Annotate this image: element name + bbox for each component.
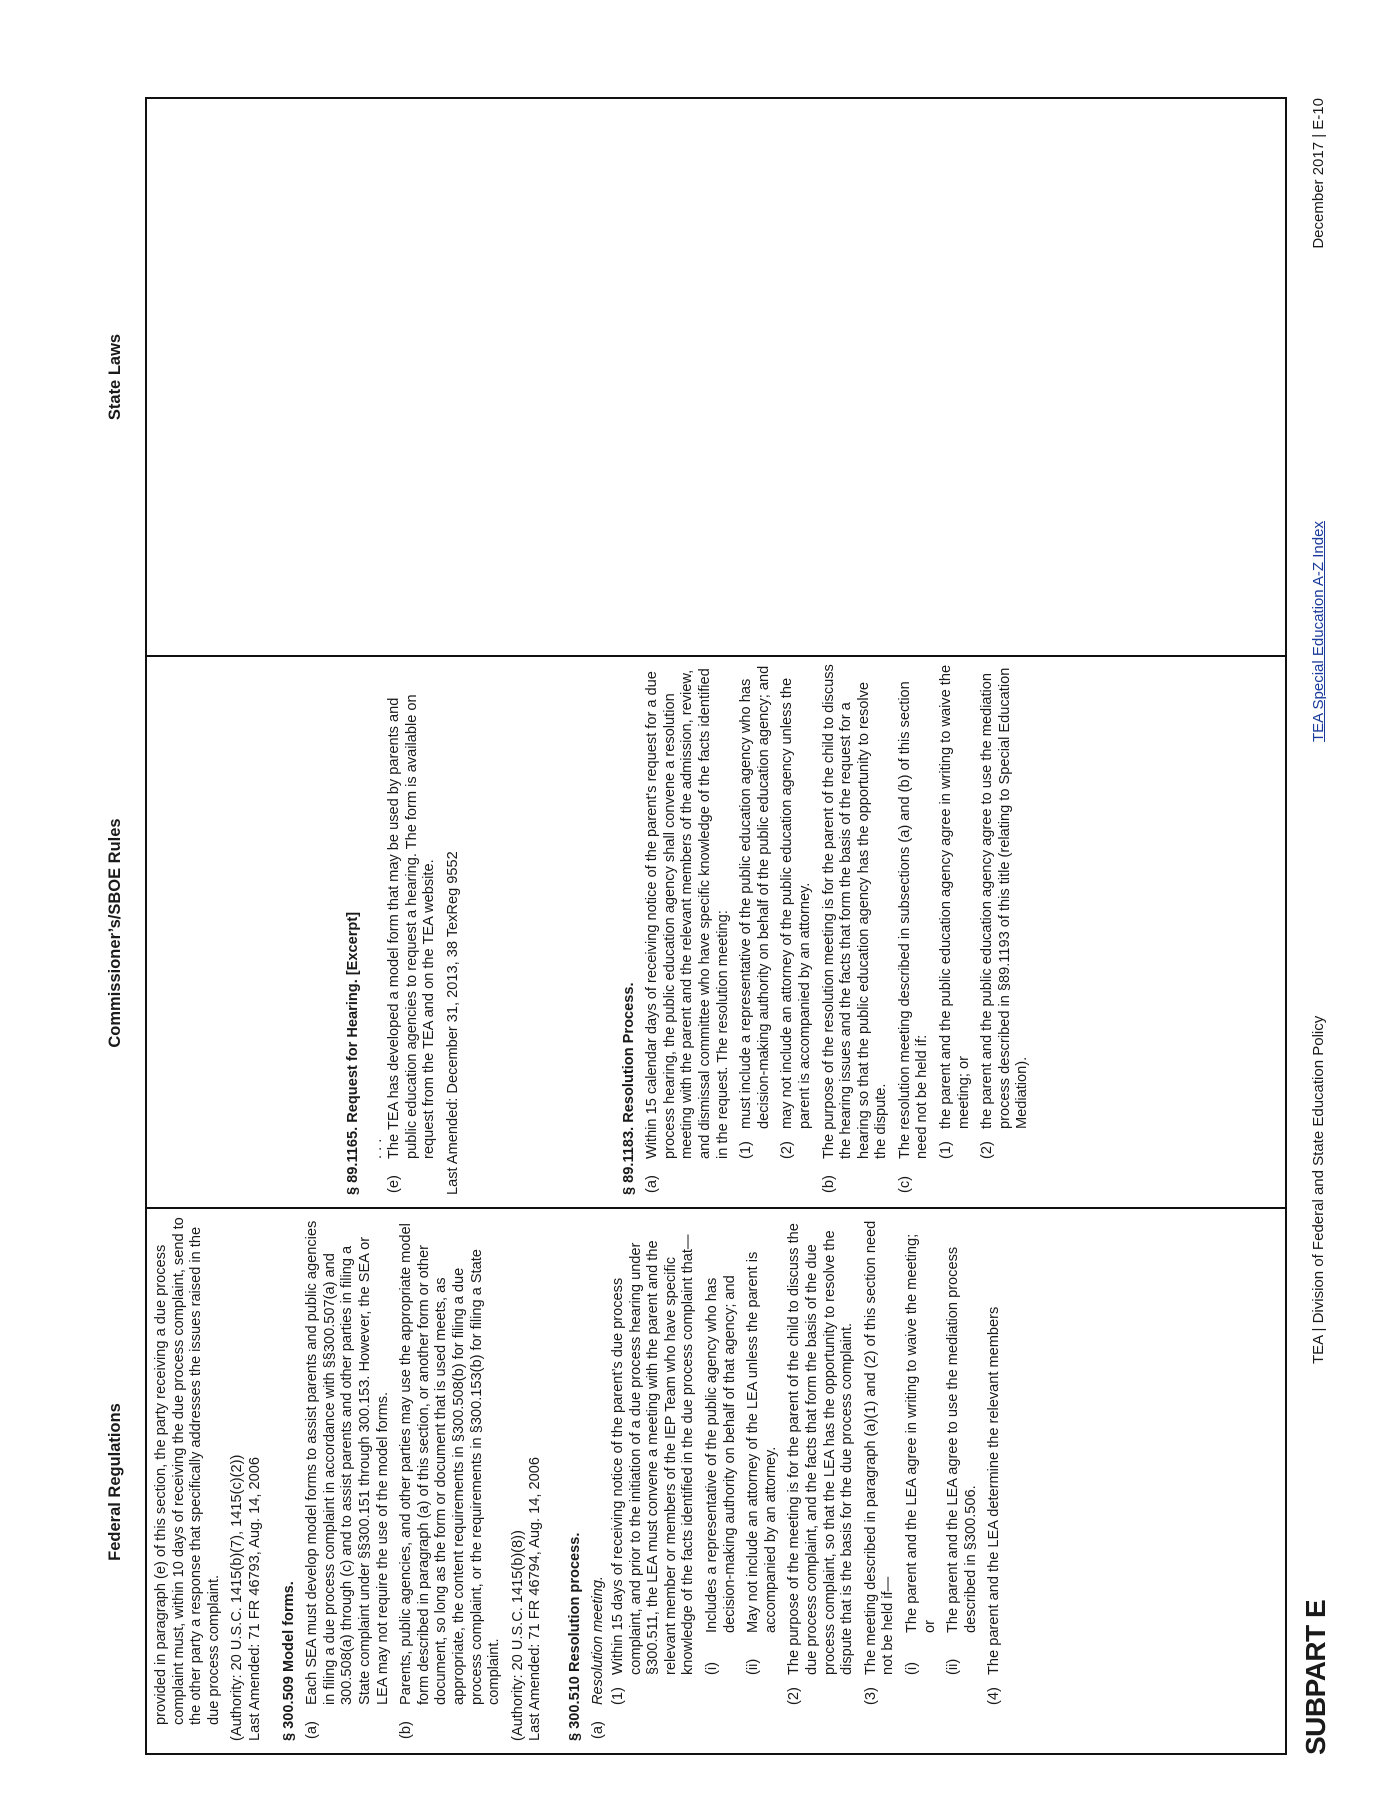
paragraph-c xyxy=(897,661,932,1195)
paragraph-text: The TEA has developed a model form that may be used by parents and public education agencies to request a hearing. The form is available on request from the TEA and on the TEA website. xyxy=(386,694,438,1159)
paragraph-a-1 xyxy=(738,661,773,1195)
paragraph-label: (a) xyxy=(590,1721,607,1739)
paragraph-label: (ii) xyxy=(745,1658,762,1675)
paragraph-a-1-i xyxy=(704,1217,739,1741)
paragraph-label: (i) xyxy=(903,1662,920,1675)
paragraph-heading: Resolution meeting. xyxy=(590,1576,607,1705)
paragraph-b xyxy=(821,661,891,1195)
paragraph-label: (2) xyxy=(979,1141,996,1159)
authority-citation: (Authority: 20 U.S.C. 1415(b)(8)) xyxy=(509,1530,526,1741)
paragraph-label: (b) xyxy=(820,1175,837,1193)
section-300-510-title: § 300.510 Resolution process. xyxy=(566,1532,583,1741)
state-laws-column xyxy=(147,97,1285,655)
paragraph-b xyxy=(398,1217,504,1741)
paragraph-a-2 xyxy=(786,1217,856,1741)
paragraph-a-3-i xyxy=(904,1217,939,1741)
paragraph-text: Within 15 calendar days of receiving notice of the parent's request for a due process hearing, the public education agency shall convene a resolution meeting with the parent and the relevant members of the admission, review, and dismissal committee who have specific knowledge of the facts identified in the request. The resolution meeting: xyxy=(644,668,731,1159)
paragraph-text: the parent and the public education agency agree to use the mediation process described in §89.1193 of this title (relating to Special Education Mediation). xyxy=(979,667,1031,1129)
paragraph-label: (i) xyxy=(704,1662,721,1675)
section-300-509-title: § 300.509 Model forms. xyxy=(280,1581,297,1741)
paragraph-text: the parent and the public education agency agree in writing to waive the meeting; or xyxy=(938,664,972,1129)
paragraph-text: The parent and the LEA determine the relevant members xyxy=(986,1306,1003,1675)
last-amended: Last Amended: December 31, 2013, 38 TexReg 9552 xyxy=(444,851,461,1195)
paragraph-label: (c) xyxy=(896,1175,913,1193)
paragraph-text: May not include an attorney of the LEA unless the parent is accompanied by an attorney. xyxy=(745,1251,779,1633)
paragraph-a-4 xyxy=(986,1217,1004,1741)
paragraph-text: Each SEA must develop model forms to assist parents and public agencies in filing a due process complaint in accordance with §§300.507(a) and 300.508(a) through (c) and to assist parents and other parties in filing a State complaint under §§300.151 through 300.153. However, the SEA or LEA may not require the use of the model forms. xyxy=(304,1220,391,1705)
paragraph-label: (ii) xyxy=(945,1658,962,1675)
paragraph-a-3-ii xyxy=(945,1217,980,1741)
header-commissioner-rules: Commissioner’s/SBOE Rules xyxy=(106,818,124,1048)
paragraph-text: Includes a representative of the public agency who has decision-making authority on behalf of that agency; and xyxy=(704,1275,738,1633)
paragraph-text: Within 15 days of receiving notice of the parent’s due process complaint, and prior to the initiation of a due process hearing under §300.511, the LEA must convene a meeting with the parent and the relevant member or members of the IEP Team who have specific knowledge of the facts identified in the due process complaint that— xyxy=(610,1234,697,1675)
paragraph-label: (1) xyxy=(738,1141,755,1159)
last-amended: Last Amended: 71 FR 46793, Aug. 14, 2006 xyxy=(246,1457,263,1741)
paragraph-text: The purpose of the meeting is for the parent of the child to discuss the due process complaint, and the facts that form the basis of the due process complaint, so that the LEA has the opportunity to resolve the dispute that is the basis for the due process complaint. xyxy=(786,1223,856,1675)
paragraph-label: (2) xyxy=(779,1141,796,1159)
excerpt-ellipsis: . . . xyxy=(368,1138,385,1159)
federal-regulations-column xyxy=(147,1209,1285,1753)
paragraph-c-2 xyxy=(979,661,1032,1195)
paragraph-e xyxy=(386,661,439,1195)
header-state-laws: State Laws xyxy=(106,333,124,421)
paragraph-label: (a) xyxy=(644,1175,661,1193)
paragraph-a xyxy=(644,661,732,1195)
paragraph-label: (1) xyxy=(938,1141,955,1159)
paragraph-text: The parent and the LEA agree to use the mediation process described in §300.506. xyxy=(945,1246,979,1633)
paragraph-a xyxy=(304,1217,392,1741)
federal-intro-text: provided in paragraph (e) of this section, the party receiving a due process complaint must, within 10 days of receiving the due process complaint, send to the other party a response that specifically addresses the issues raised in the due process complaint. xyxy=(153,1217,222,1725)
paragraph-label: (e) xyxy=(386,1175,403,1193)
paragraph-a-1 xyxy=(610,1217,698,1741)
paragraph-a xyxy=(590,1217,608,1741)
commissioner-rules-column xyxy=(147,657,1285,1207)
paragraph-label: (a) xyxy=(304,1721,321,1739)
paragraph-c-1 xyxy=(938,661,973,1195)
paragraph-a-3 xyxy=(863,1217,898,1741)
paragraph-a-2 xyxy=(779,661,814,1195)
section-89-1183-title: § 89.1183. Resolution Process. xyxy=(620,982,637,1195)
paragraph-text: The parent and the LEA agree in writing to waive the meeting; or xyxy=(903,1233,938,1633)
paragraph-text: The meeting described in paragraph (a)(1) and (2) of this section need not be held if— xyxy=(862,1220,897,1675)
az-index-link[interactable]: TEA Special Education A-Z Index xyxy=(1310,521,1327,742)
header-federal-regulations: Federal Regulations xyxy=(106,1403,124,1561)
paragraph-text: may not include an attorney of the public education agency unless the parent is accompanied by an attorney. xyxy=(779,677,813,1129)
comparison-table xyxy=(145,97,1287,1755)
paragraph-label: (4) xyxy=(986,1687,1003,1705)
paragraph-label: (1) xyxy=(610,1687,627,1705)
paragraph-a-1-ii xyxy=(745,1217,780,1741)
paragraph-text: The purpose of the resolution meeting is for the parent of the child to discuss the hearing issues and the facts that form the basis of the request for a hearing so that the public education agency has the opportunity to resolve the dispute. xyxy=(820,664,890,1159)
authority-citation: (Authority: 20 U.S.C. 1415(b)(7), 1415(c)(2)) xyxy=(229,1454,246,1741)
paragraph-text: The resolution meeting described in subsections (a) and (b) of this section need not be held if: xyxy=(896,681,931,1159)
paragraph-text: must include a representative of the public education agency who has decision-making authority on behalf of the public education agency; and xyxy=(738,665,772,1129)
paragraph-label: (2) xyxy=(786,1687,803,1705)
section-89-1165-title: § 89.1165. Request for Hearing. [Excerpt] xyxy=(345,911,361,1195)
subpart-label: SUBPART E xyxy=(1300,1599,1331,1755)
footer-division: TEA | Division of Federal and State Education Policy xyxy=(1310,1015,1327,1364)
footer-date-page: December 2017 | E-10 xyxy=(1310,98,1327,249)
paragraph-label: (b) xyxy=(398,1721,415,1739)
last-amended: Last Amended: 71 FR 46794, Aug. 14, 2006 xyxy=(527,1457,544,1741)
paragraph-label: (3) xyxy=(862,1687,879,1705)
paragraph-text: Parents, public agencies, and other parties may use the appropriate model form described in paragraph (a) of this section, or another form or other document, so long as the form or document that is used meets, as appropriate, the content requirements in §300.508(b) for filing a due process complaint, or the requirements in §300.153(b) for filing a State complaint. xyxy=(398,1223,503,1705)
